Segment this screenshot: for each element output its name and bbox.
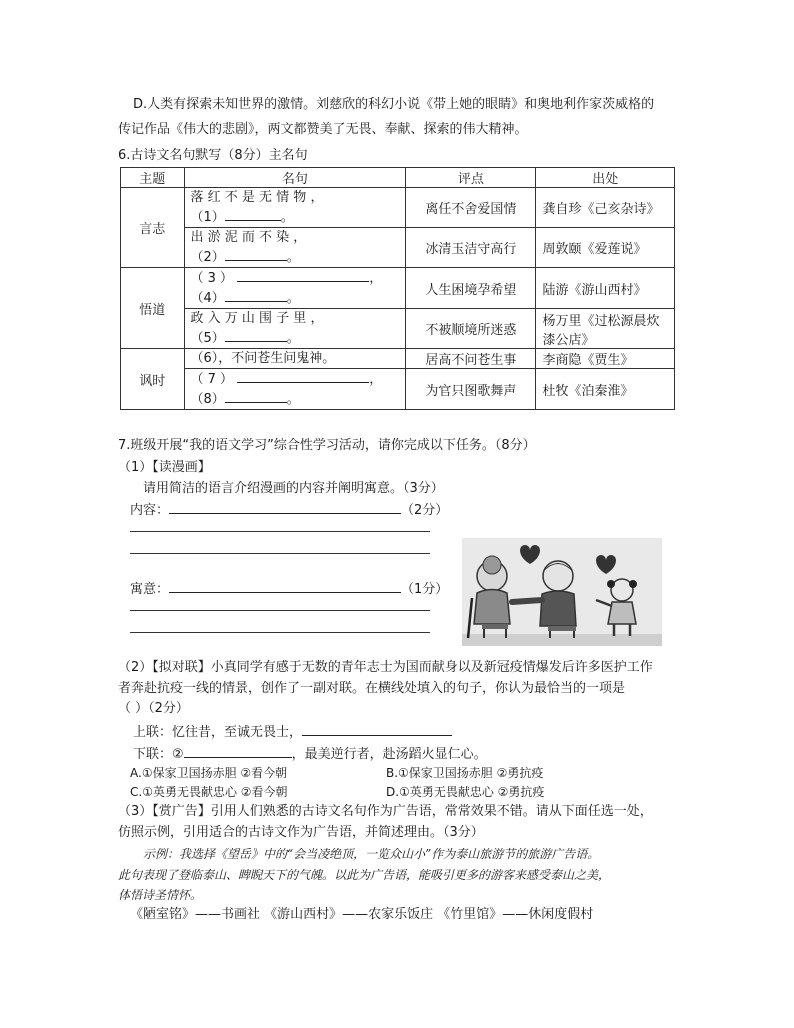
example-line2: 此句表现了登临泰山、睥睨天下的气魄。以此为广告语，能吸引更多的游客来感受泰山之美， bbox=[118, 868, 611, 882]
theme-cell: 悟道 bbox=[121, 268, 185, 349]
answer-line[interactable] bbox=[130, 632, 430, 633]
source-cell: 杜牧《泊秦淮》 bbox=[536, 369, 675, 410]
q7-part3-line1: （3）【赏广告】引用人们熟悉的古诗文名句作为广告语，常常效果不错。请从下面任选一处， bbox=[118, 804, 653, 819]
blank-number: （ 7 ） bbox=[190, 372, 234, 387]
table-row bbox=[121, 228, 675, 268]
couplet-upper-text: 上联：忆往昔，至诚无畏士， bbox=[133, 725, 303, 740]
content-points: （2分） bbox=[401, 503, 449, 518]
answer-blank[interactable] bbox=[237, 369, 369, 383]
source-cell: 龚自珍《己亥杂诗》 bbox=[536, 188, 675, 228]
meaning-answer-blank[interactable] bbox=[169, 579, 401, 593]
verse-text: 出 淤 泥 而 不 染 ， bbox=[190, 229, 307, 245]
couplet-lower-blank[interactable] bbox=[184, 744, 292, 758]
blank-number: （4） bbox=[190, 291, 225, 306]
q7-title: 7.班级开展“我的语文学习”综合性学习活动，请你完成以下任务。（8分） bbox=[118, 438, 536, 453]
table-row bbox=[121, 268, 675, 309]
option-c[interactable]: C.①英勇无畏献忠心 ②看今朝 bbox=[130, 785, 288, 799]
cartoon-ground bbox=[462, 634, 662, 646]
source-line1: 杨万里《过松源晨炊 bbox=[542, 313, 660, 329]
comment-cell: 居高不问苍生事 bbox=[406, 349, 536, 369]
meaning-label: 寓意： bbox=[130, 582, 170, 597]
table-row bbox=[121, 349, 675, 369]
header-verse: 名句 bbox=[184, 168, 406, 188]
answer-blank[interactable] bbox=[225, 247, 287, 261]
couplet-upper-blank[interactable] bbox=[302, 722, 452, 736]
blank-number: （8） bbox=[190, 392, 225, 407]
verse-text: 政 入 万 山 围 子 里 ， bbox=[190, 310, 324, 326]
option-d[interactable]: D.①英勇无畏献忠心 ②勇抗疫 bbox=[386, 785, 545, 799]
table-header-row bbox=[121, 168, 675, 188]
table-row bbox=[121, 188, 675, 228]
verse-comma: ， bbox=[369, 372, 383, 387]
example-line1: 示例：我选择《望岳》中的“会当凌绝顶，一览众山小”作为泰山旅游节的旅游广告语。 bbox=[143, 847, 600, 861]
q7-part2-line3: （ ）（2分） bbox=[118, 701, 189, 716]
content-answer-blank[interactable] bbox=[169, 500, 401, 514]
verse-blank-line bbox=[191, 288, 400, 308]
option-b[interactable]: B.①保家卫国扬赤胆 ②勇抗疫 bbox=[386, 766, 544, 780]
ad-choices: 《陋室铭》——书画社 《游山西村》——农家乐饭庄 《竹里馆》——休闲度假村 bbox=[130, 907, 594, 922]
comment-cell: 离任不舍爱国情 bbox=[406, 188, 536, 228]
verse-cell bbox=[184, 309, 406, 349]
answer-blank[interactable] bbox=[225, 288, 287, 302]
answer-line[interactable] bbox=[130, 553, 430, 554]
source-cell: 李商隐《贾生》 bbox=[536, 349, 675, 369]
couplet-upper bbox=[133, 722, 452, 742]
header-comment: 评点 bbox=[406, 168, 536, 188]
q7-part3-line2: 仿照示例，引用适合的古诗文作为广告语，并简述理由。（3分） bbox=[118, 825, 484, 840]
q7-part2-line1: （2）【拟对联】小真同学有感于无数的青年志士为国而献身以及新冠疫情爆发后许多医护工作 bbox=[118, 660, 653, 675]
couplet-lower bbox=[133, 744, 487, 764]
answer-blank[interactable] bbox=[237, 268, 369, 282]
verse-blank-line bbox=[191, 268, 400, 288]
answer-blank[interactable] bbox=[225, 389, 287, 403]
q7-part1-heading: （1）【读漫画】 bbox=[118, 460, 211, 475]
verse-text: 落 红 不 是 无 情 物 ， bbox=[190, 189, 324, 205]
example-line3: 体悟诗圣情怀。 bbox=[118, 888, 203, 902]
header-source: 出处 bbox=[536, 168, 675, 188]
verse-comma: ， bbox=[369, 271, 383, 286]
comment-cell: 冰清玉洁守高行 bbox=[406, 228, 536, 268]
option-d-line2: 传记作品《伟大的悲剧》，两文都赞美了无畏、奉献、探索的伟大精神。 bbox=[118, 122, 528, 137]
source-cell bbox=[536, 309, 675, 349]
verse-end: 。 bbox=[280, 209, 294, 225]
meaning-answer-row bbox=[130, 579, 448, 599]
answer-line[interactable] bbox=[130, 531, 430, 532]
verse-end: 。 bbox=[286, 392, 300, 407]
verse-blank-line bbox=[191, 328, 400, 348]
verse-cell bbox=[184, 268, 406, 309]
blank-number: （1） bbox=[190, 209, 225, 225]
verse-blank-line bbox=[191, 389, 400, 409]
couplet-lower-suffix: ，最美逆行者，赴汤蹈火显仁心。 bbox=[291, 747, 487, 762]
source-line2: 漆公店》 bbox=[542, 332, 595, 348]
blank-number: （5） bbox=[190, 330, 225, 346]
header-theme: 主题 bbox=[121, 168, 185, 188]
theme-cell: 讽时 bbox=[121, 349, 185, 410]
source-cell: 周敦颐《爱莲说》 bbox=[536, 228, 675, 268]
comment-cell: 人生困境孕希望 bbox=[406, 268, 536, 309]
option-a[interactable]: A.①保家卫国扬赤胆 ②看今朝 bbox=[130, 766, 288, 780]
blank-number: （2） bbox=[190, 249, 225, 265]
verse-end: 。 bbox=[286, 291, 300, 306]
poem-table bbox=[120, 167, 675, 410]
table-row bbox=[121, 309, 675, 349]
couplet-lower-prefix: 下联：② bbox=[133, 747, 184, 762]
comment-cell: 为官只图歌舞声 bbox=[406, 369, 536, 410]
blank-number: （ 3 ） bbox=[190, 271, 234, 286]
meaning-points: （1分） bbox=[401, 582, 449, 597]
comment-cell: 不被顺境所迷惑 bbox=[406, 309, 536, 349]
verse-end: 。 bbox=[286, 330, 300, 346]
cartoon-image bbox=[462, 538, 662, 646]
verse-cell: （6），不问苍生问鬼神。 bbox=[184, 349, 406, 369]
answer-blank[interactable] bbox=[225, 207, 281, 221]
verse-blank-line bbox=[191, 207, 400, 227]
source-cell: 陆游《游山西村》 bbox=[536, 268, 675, 309]
verse-blank-line bbox=[191, 247, 400, 267]
content-label: 内容： bbox=[130, 503, 170, 518]
verse-cell bbox=[184, 188, 406, 228]
q7-part1-instruction: 请用简洁的语言介绍漫画的内容并阐明寓意。（3分） bbox=[143, 481, 444, 496]
content-answer-row bbox=[130, 500, 448, 520]
table-row bbox=[121, 369, 675, 410]
q7-part2-line2: 者奔赴抗疫一线的情景，创作了一副对联。在横线处填入的句子，你认为最恰当的一项是 bbox=[118, 681, 626, 696]
verse-end: 。 bbox=[286, 249, 300, 265]
answer-line[interactable] bbox=[130, 610, 430, 611]
option-d-line1: D.人类有探索未知世界的激情。刘慈欣的科幻小说《带上她的眼睛》和奥地利作家茨威格的 bbox=[133, 97, 655, 112]
verse-cell bbox=[184, 228, 406, 268]
q6-title: 6.古诗文名句默写（8分）主名句 bbox=[118, 148, 308, 163]
verse-cell bbox=[184, 369, 406, 410]
theme-cell: 言志 bbox=[121, 188, 185, 268]
verse-blank-line bbox=[191, 369, 400, 389]
answer-blank[interactable] bbox=[225, 328, 287, 342]
